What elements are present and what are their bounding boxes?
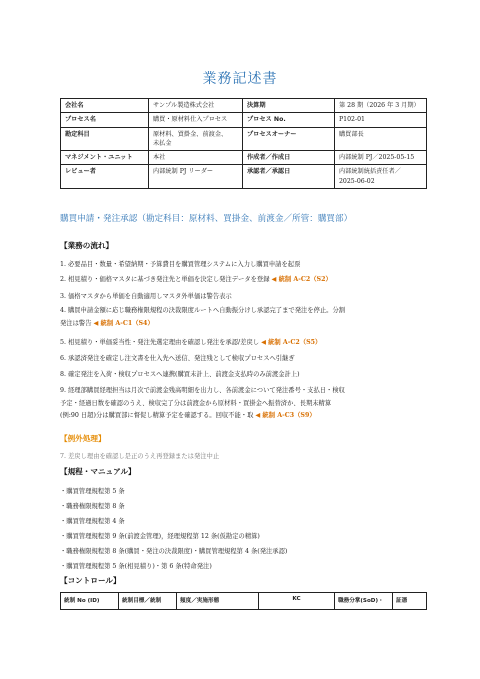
- approver-value: [335, 165, 427, 189]
- flow-step-5: [60, 337, 432, 350]
- control-objective-header: 統制目標／統制: [119, 593, 177, 610]
- flow-step-text: (例:90 日超)分は購買部に督促し精算予定を確認する。回収不能・取: [60, 412, 254, 419]
- flow-step-3: 3. 価格マスタから単価を自動適用しマスタ外単価は警告表示: [60, 293, 232, 300]
- info-row: [61, 165, 427, 189]
- control-flag: ◀ 統制 A-C1（S4）: [93, 319, 154, 327]
- company-label: 会社名: [61, 99, 149, 113]
- control-header-row: [61, 593, 427, 610]
- management-unit-label: マネジメント・ユニット: [61, 151, 149, 165]
- process-name-value: 購買・原材料仕入プロセス: [149, 113, 243, 127]
- process-owner-value: 購買部長: [335, 127, 427, 151]
- approver-value-line: 内部統制統括責任者／: [339, 168, 401, 176]
- flow-step-text: 5. 相見積り・単価妥当性・発注先選定理由を確認し発注を承認/差戻し: [60, 339, 260, 346]
- account-value: [149, 127, 243, 151]
- exception-step-7: 7. 差戻し理由を確認し是正のうえ再登録または発注中止: [60, 453, 220, 460]
- rule-item: ・購買管理規程第 5 条(相見積り)・第 6 条(特命発注): [60, 563, 212, 570]
- control-heading: 【コントロール】: [60, 576, 121, 585]
- rule-item: ・購買管理規程第 4 条: [60, 518, 125, 525]
- approver-label: 承認者／承認日: [243, 165, 335, 189]
- account-value-line: 未払金: [153, 139, 172, 147]
- flow-step-text: 9. 経理部購買経理担当は月次で前渡金残高明細を出力し、各前渡金について発注番号・支払日・検収: [60, 387, 345, 394]
- info-row: [61, 113, 427, 127]
- flow-heading: 【業務の流れ】: [60, 241, 114, 250]
- rule-item: ・購買管理規程第 5 条: [60, 488, 125, 495]
- flow-step-6: 6. 承認済発注を確定し注文書を仕入先へ送信、発注残として検収プロセスへ引継ぎ: [60, 355, 295, 362]
- exception-heading: 【例外処理】: [60, 434, 106, 443]
- section-title: 購買申請・発注承認（勘定科目：原材料、買掛金、前渡金／所管：購買部）: [60, 214, 353, 224]
- reviewer-label: レビュー者: [61, 165, 149, 189]
- control-frequency-header: 頻度／実施形態: [177, 593, 259, 610]
- control-flag: ◀ 統制 A-C2（S2）: [271, 276, 332, 283]
- control-table: [60, 592, 427, 610]
- account-value-line: 原材料、買掛金、前渡金、: [153, 130, 228, 138]
- fiscal-period-label: 決算期: [243, 99, 335, 113]
- process-no-label: プロセス No.: [243, 113, 335, 127]
- rule-item: ・購買管理規程第 9 条(前渡金管理)，経理規程第 12 条(仮勘定の精算): [60, 533, 260, 540]
- author-value: 内部統制 PJ／2025-05-15: [335, 151, 427, 165]
- author-label: 作成者／作成日: [243, 151, 335, 165]
- rules-heading: 【規程・マニュアル】: [60, 467, 136, 476]
- flow-step-8: 8. 確定発注を入荷・検収プロセスへ連携(購買未計上、前渡金支払時のみ前渡金計上): [60, 371, 300, 378]
- control-evidence-header: 証憑: [393, 593, 427, 610]
- reviewer-value: 内部統制 PJ リーダー: [149, 165, 243, 189]
- fiscal-period-value: 第 28 期（2026 年 3 月期）: [335, 99, 427, 113]
- control-sod-header: 職務分掌(SoD)・: [335, 593, 393, 610]
- info-row: [61, 127, 427, 151]
- control-id-header: 統制 No (ID): [61, 593, 119, 610]
- flow-step-text: 予定・経過日数を確認のうえ、検収完了分は前渡金から原材料・買掛金へ振替済か、長期未精算: [60, 399, 332, 407]
- flow-step-4: [60, 305, 432, 330]
- account-label: 勘定科目: [61, 127, 149, 151]
- approver-value-line: 2025-06-02: [339, 177, 375, 185]
- management-unit-value: 本社: [149, 151, 243, 165]
- info-table: [60, 98, 427, 189]
- flow-step-text: 2. 相見積り・価格マスタに基づき発注先と単価を決定し発注データを登録: [60, 276, 270, 283]
- control-flag: ◀ 統制 A-C3（S9）: [255, 412, 316, 419]
- document-title: 業務記述書: [202, 71, 278, 87]
- flow-step-text: 4. 購買申請金額に応じ職務権限規程の決裁限度ルートへ自動振分けし承認完了まで発注を停止。分割: [60, 307, 346, 314]
- process-owner-label: プロセスオーナー: [243, 127, 335, 151]
- rule-item: ・職務権限規程第 8 条: [60, 503, 125, 510]
- info-row: [61, 151, 427, 165]
- flow-step-9: [60, 385, 432, 423]
- control-flag: ◀ 統制 A-C2（S5）: [261, 339, 322, 346]
- process-no-value: P102-01: [335, 113, 427, 127]
- flow-step-1: 1. 必要品目・数量・希望納期・予算費目を購買管理システムに入力し購買申請を起票: [60, 261, 301, 268]
- company-value: サンプル製造株式会社: [149, 99, 243, 113]
- control-kc-header: KC: [259, 593, 335, 610]
- flow-step-2: [60, 274, 432, 287]
- rule-item: ・職務権限規程第 8 条(購買・発注の決裁限度)・購買管理規程第 4 条(発注承認): [60, 548, 288, 555]
- info-row: [61, 99, 427, 113]
- process-name-label: プロセス名: [61, 113, 149, 127]
- flow-step-text: 発注は警告: [60, 319, 92, 327]
